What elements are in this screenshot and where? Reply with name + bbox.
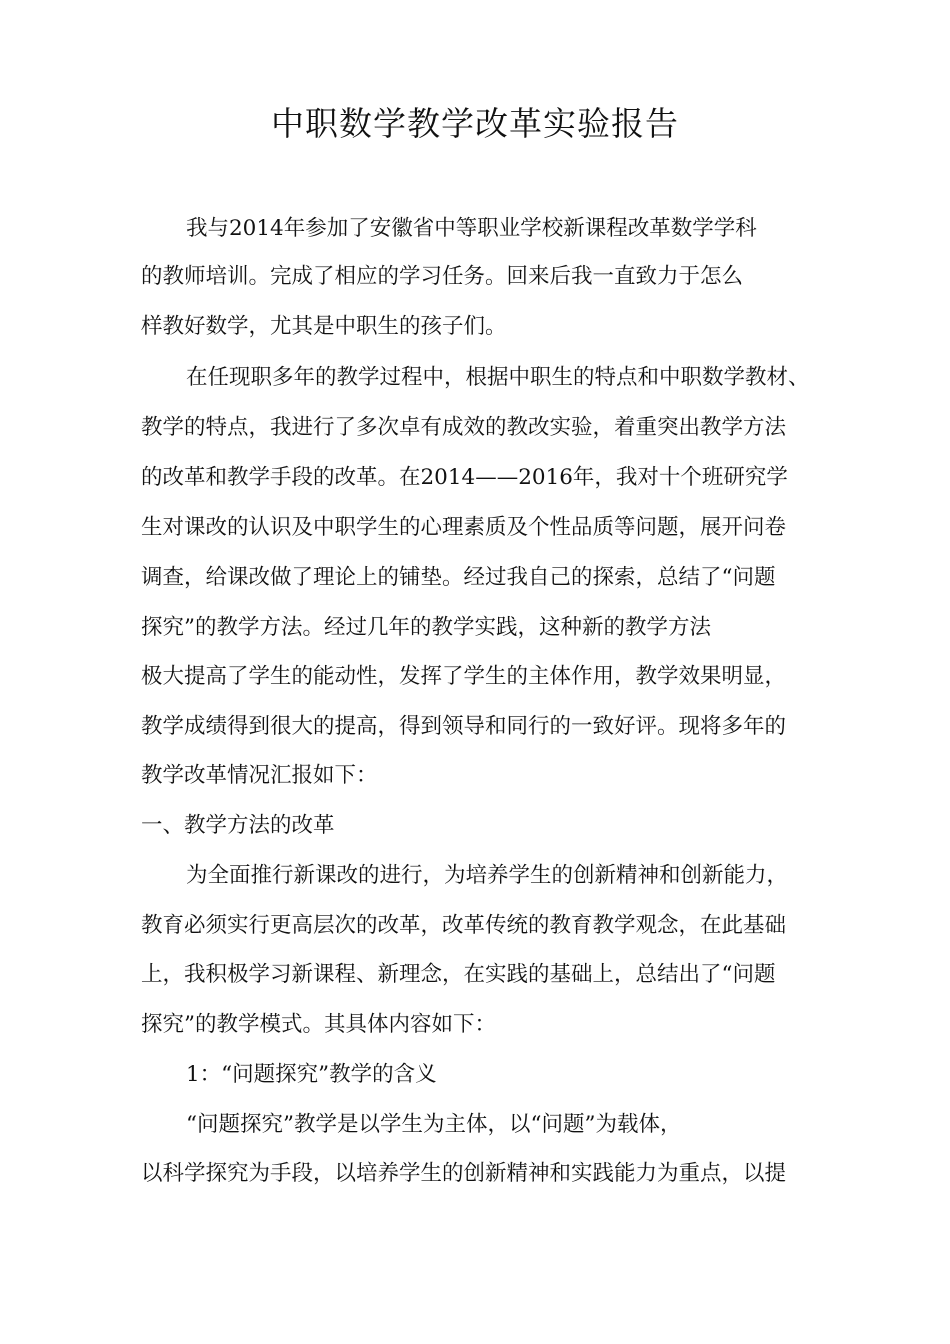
paragraph-line: 教学成绩得到很大的提高，得到领导和同行的一致好评。现将多年的 bbox=[141, 714, 787, 739]
paragraph-line: 生对课改的认识及中职学生的心理素质及个性品质等问题，展开问卷 bbox=[141, 515, 787, 540]
section-heading: 一、教学方法的改革 bbox=[141, 813, 335, 838]
paragraph-line: 探究”的教学模式。其具体内容如下： bbox=[141, 1012, 496, 1037]
paragraph-line: 的教师培训。完成了相应的学习任务。回来后我一直致力于怎么 bbox=[141, 264, 744, 289]
paragraph-line: 探究”的教学方法。经过几年的教学实践，这种新的教学方法 bbox=[141, 615, 711, 640]
paragraph-line: 的改革和教学手段的改革。在2014——2016年，我对十个班研究学 bbox=[141, 465, 788, 490]
paragraph-line: 样教好数学，尤其是中职生的孩子们。 bbox=[141, 314, 507, 339]
paragraph-line: 教学的特点，我进行了多次卓有成效的教改实验，着重突出教学方法 bbox=[141, 415, 787, 440]
paragraph-line: “问题探究”教学是以学生为主体，以“问题”为载体， bbox=[186, 1112, 682, 1137]
paragraph-line: 我与2014年参加了安徽省中等职业学校新课程改革数学学科 bbox=[186, 216, 757, 241]
paragraph-line: 为全面推行新课改的进行，为培养学生的创新精神和创新能力， bbox=[186, 863, 789, 888]
paragraph-line: 以科学探究为手段，以培养学生的创新精神和实践能力为重点，以提 bbox=[141, 1161, 787, 1186]
paragraph-line: 上，我积极学习新课程、新理念，在实践的基础上，总结出了“问题 bbox=[141, 962, 776, 987]
paragraph-line: 极大提高了学生的能动性，发挥了学生的主体作用，教学效果明显， bbox=[141, 664, 787, 689]
paragraph-line: 调查，给课改做了理论上的铺垫。经过我自己的探索，总结了“问题 bbox=[141, 565, 776, 590]
paragraph-line: 在任现职多年的教学过程中，根据中职生的特点和中职数学教材、 bbox=[186, 365, 810, 390]
document-title: 中职数学教学改革实验报告 bbox=[271, 104, 679, 143]
paragraph-line: 教育必须实行更高层次的改革，改革传统的教育教学观念，在此基础 bbox=[141, 913, 787, 938]
subsection-heading: 1：“问题探究”教学的含义 bbox=[186, 1062, 437, 1087]
paragraph-line: 教学改革情况汇报如下： bbox=[141, 763, 378, 788]
